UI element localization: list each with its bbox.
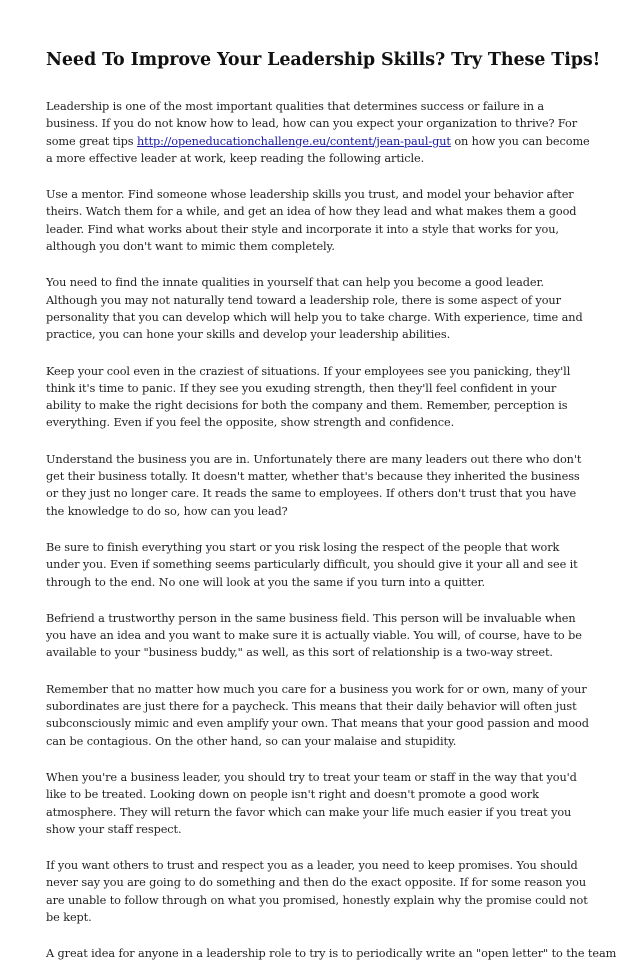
document-title: Need To Improve Your Leadership Skills? Try These Tips! [46,50,601,70]
paragraph-understand-business: Understand the business you are in. Unfortunately there are many leaders out there who don't get their business totally. It doesn't matter, whether that's because they inherited the business or they just no longer care. It reads the same to employees. If others don't trust that you have the knowledge to do so, how can you lead? [46,452,582,518]
paragraph-open-letter: A great idea for anyone in a leadership role to try is to periodically write an "open letter" to the team [46,947,617,961]
paragraph-befriend: Befriend a trustworthy person in the same business field. This person will be invaluable when you have an idea and you want to make sure it is actually viable. You will, of course, have to be available to your "business buddy," as well, as this sort of relationship is a two-way street. [46,611,582,660]
paragraph-keep-promises: If you want others to trust and respect you as a leader, you need to keep promises. You should never say you are going to do something and then do the exact opposite. If for some reason you are unable to follow through on what you promised, honestly explain why the promise could not be kept. [46,859,588,924]
paragraph-innate-qualities: You need to find the innate qualities in yourself that can help you become a good leader. Although you may not naturally tend toward a leadership role, there is some aspect of your personality that you can develop which will help you to take charge. With experience, time and practice, you can hone your skills and develop your leadership abilities. [46,276,583,342]
paragraph-subordinates: Remember that no matter how much you care for a business you work for or own, many of your subordinates are just there for a paycheck. This means that their daily behavior will often just subconsciously mimic and even amplify your own. That means that your good passion and mood can be contagious. On the other hand, so can your malaise and stupidity. [46,682,589,748]
paragraph-mentor: Use a mentor. Find someone whose leadership skills you trust, and model your behavior after theirs. Watch them for a while, and get an idea of how they lead and what makes them a good leader. Find what works about their style and incorporate it into a style that works for you, although you don't want to mimic them completely. [46,188,577,254]
paragraph-finish-everything: Be sure to finish everything you start or you risk losing the respect of the people that work under you. Even if something seems particularly difficult, you should give it your all and see it through to the end. No one will look at you the same if you turn into a quitter. [46,540,578,589]
intro-text-after-link: on how you can become a more effective leader at work, keep reading the following article. [46,134,590,165]
paragraph-intro [46,98,592,167]
paragraph-treat-team: When you're a business leader, you should try to treat your team or staff in the way that you'd like to be treated. Looking down on people isn't right and doesn't promote a good work atmosphere. They will return the favor which can make your life much easier if you treat you show your staff respect. [46,770,577,836]
paragraph-keep-cool: Keep your cool even in the craziest of situations. If your employees see you panicking, they'll think it's time to panic. If they see you exuding strength, then they'll feel confident in your ability to make the right decisions for both the company and them. Remember, perception is everything. Even if you feel the opposite, show strength and confidence. [46,364,571,430]
intro-text-before-link: Leadership is one of the most important qualities that determines success or failure in a business. If you do not know how to lead, how can you expect your organization to thrive? For some great tips [46,100,578,148]
article-link[interactable]: http://openeducationchallenge.eu/content/jean-paul-gut [136,134,451,148]
document-page [46,49,617,963]
